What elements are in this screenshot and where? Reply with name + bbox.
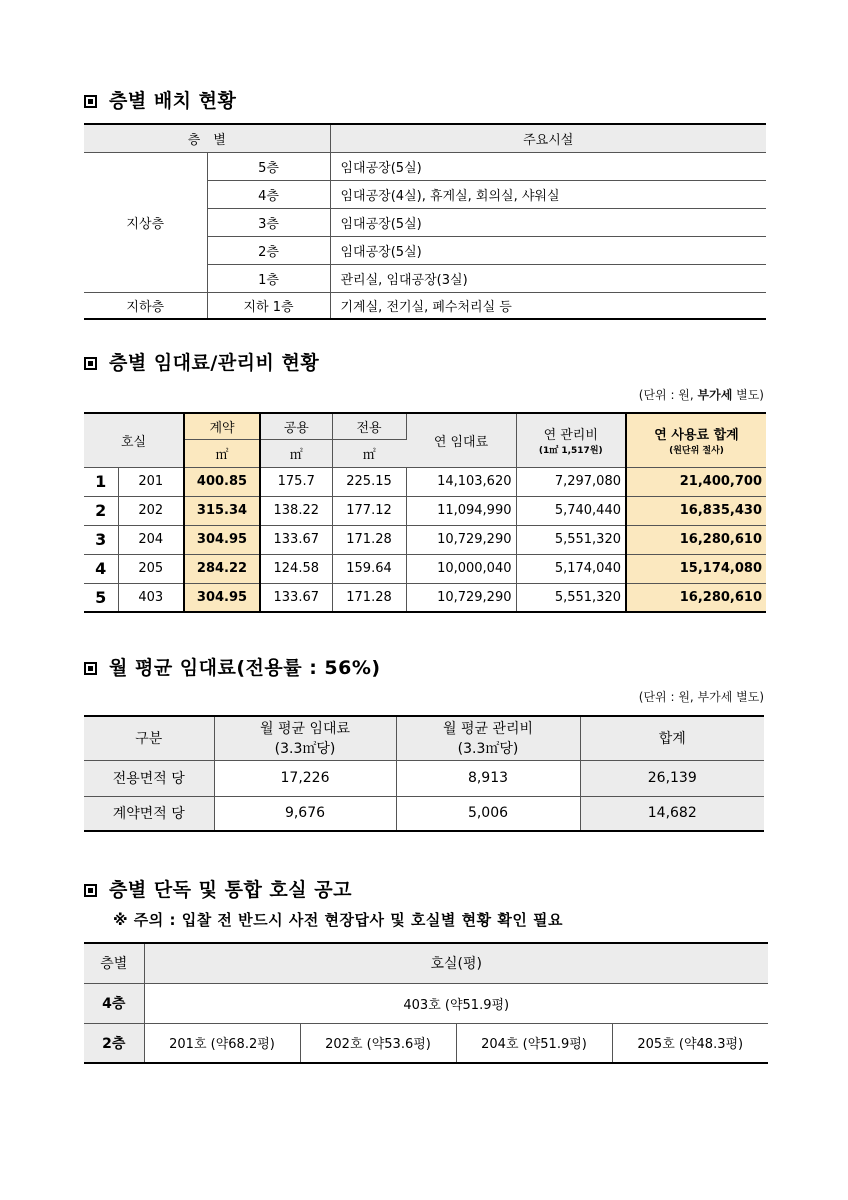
header-rooms: 호실(평) (144, 943, 768, 983)
header-annual-rent: 연 임대료 (406, 413, 516, 467)
room-cell: 403 (118, 583, 184, 612)
monthly-rent-table (84, 715, 764, 832)
room-cell: 204 (118, 525, 184, 554)
total-cell: 15,174,080 (626, 554, 766, 583)
unit-note: (단위 : 원, 부가세 별도) (638, 690, 764, 704)
rent-mgmt-table (84, 412, 766, 613)
floor-cell: 1층 (207, 264, 330, 292)
facility-cell: 임대공장(5실) (330, 152, 766, 180)
facility-cell: 기계실, 전기실, 폐수처리실 등 (330, 292, 766, 319)
total-cell: 21,400,700 (626, 467, 766, 496)
square-bullet-icon (84, 884, 97, 897)
row-index: 4 (84, 554, 118, 583)
header-category: 구분 (84, 716, 214, 760)
rent-cell: 10,729,290 (406, 525, 516, 554)
rent-cell: 14,103,620 (406, 467, 516, 496)
header-monthly-rent: 월 평균 임대료 (3.3㎡당) (214, 716, 396, 760)
table-row (84, 496, 766, 525)
total-cell: 26,139 (580, 760, 764, 796)
square-bullet-icon (84, 662, 97, 675)
total-cell: 16,280,610 (626, 583, 766, 612)
room-notice-table (84, 942, 768, 1064)
mgmt-cell: 5,740,440 (516, 496, 626, 525)
floor-cell: 2층 (207, 236, 330, 264)
room-cell: 204호 (약51.9평) (456, 1023, 612, 1063)
facility-cell: 관리실, 임대공장(3실) (330, 264, 766, 292)
common-cell: 133.67 (260, 525, 332, 554)
contract-cell: 400.85 (184, 467, 260, 496)
section-title-monthly-rent: 월 평균 임대료(전용률 : 56%) (84, 653, 381, 680)
facility-cell: 임대공장(5실) (330, 208, 766, 236)
contract-cell: 304.95 (184, 583, 260, 612)
facility-cell: 임대공장(5실) (330, 236, 766, 264)
table-row (84, 796, 764, 831)
common-cell: 124.58 (260, 554, 332, 583)
header-floor: 층별 (84, 943, 144, 983)
rent-cell: 17,226 (214, 760, 396, 796)
header-common-unit: ㎡ (260, 439, 332, 467)
section-title-room-notice: 층별 단독 및 통합 호실 공고 (84, 875, 352, 902)
contract-cell: 315.34 (184, 496, 260, 525)
room-cell: 202 (118, 496, 184, 525)
header-common: 공용 (260, 413, 332, 439)
header-room: 호실 (84, 413, 184, 467)
header-contract-unit: ㎡ (184, 439, 260, 467)
room-cell: 202호 (약53.6평) (300, 1023, 456, 1063)
row-label: 전용면적 당 (84, 760, 214, 796)
floor-cell: 3층 (207, 208, 330, 236)
total-cell: 16,280,610 (626, 525, 766, 554)
floor-label: 2층 (84, 1023, 144, 1063)
table-row (84, 983, 768, 1023)
common-cell: 133.67 (260, 583, 332, 612)
table-row (84, 583, 766, 612)
exclusive-cell: 177.12 (332, 496, 406, 525)
header-facility: 주요시설 (330, 124, 766, 152)
exclusive-cell: 171.28 (332, 583, 406, 612)
square-bullet-icon (84, 357, 97, 370)
room-cell: 403호 (약51.9평) (144, 983, 768, 1023)
rent-cell: 9,676 (214, 796, 396, 831)
floor-cell: 5층 (207, 152, 330, 180)
total-cell: 16,835,430 (626, 496, 766, 525)
header-total: 합계 (580, 716, 764, 760)
header-annual-total: 연 사용료 합계 (원단위 절사) (626, 413, 766, 467)
room-cell: 201 (118, 467, 184, 496)
header-contract: 계약 (184, 413, 260, 439)
room-cell: 201호 (약68.2평) (144, 1023, 300, 1063)
contract-cell: 304.95 (184, 525, 260, 554)
header-floor: 층 별 (84, 124, 330, 152)
row-index: 5 (84, 583, 118, 612)
header-exclusive-unit: ㎡ (332, 439, 406, 467)
header-exclusive: 전용 (332, 413, 406, 439)
floor-layout-table (84, 123, 766, 320)
rent-cell: 11,094,990 (406, 496, 516, 525)
mgmt-cell: 5,006 (396, 796, 580, 831)
exclusive-cell: 159.64 (332, 554, 406, 583)
mgmt-cell: 5,174,040 (516, 554, 626, 583)
exclusive-cell: 225.15 (332, 467, 406, 496)
room-cell: 205 (118, 554, 184, 583)
table-row (84, 467, 766, 496)
table-row (84, 760, 764, 796)
caution-note: ※ 주의 : 입찰 전 반드시 사전 현장답사 및 호실별 현황 확인 필요 (113, 911, 564, 929)
floor-cell: 4층 (207, 180, 330, 208)
table-row (84, 525, 766, 554)
unit-note: (단위 : 원, 부가세 별도) (638, 388, 764, 402)
section-title-rent-mgmt: 층별 임대료/관리비 현황 (84, 348, 319, 375)
row-index: 3 (84, 525, 118, 554)
total-cell: 14,682 (580, 796, 764, 831)
contract-cell: 284.22 (184, 554, 260, 583)
common-cell: 175.7 (260, 467, 332, 496)
rent-cell: 10,729,290 (406, 583, 516, 612)
table-row (84, 1023, 768, 1063)
facility-cell: 임대공장(4실), 휴게실, 회의실, 샤워실 (330, 180, 766, 208)
room-cell: 205호 (약48.3평) (612, 1023, 768, 1063)
row-index: 1 (84, 467, 118, 496)
header-annual-mgmt: 연 관리비 (1㎡ 1,517원) (516, 413, 626, 467)
above-ground-label: 지상층 (84, 152, 207, 292)
table-row (84, 554, 766, 583)
mgmt-cell: 8,913 (396, 760, 580, 796)
row-index: 2 (84, 496, 118, 525)
floor-label: 4층 (84, 983, 144, 1023)
row-label: 계약면적 당 (84, 796, 214, 831)
header-monthly-mgmt: 월 평균 관리비 (3.3㎡당) (396, 716, 580, 760)
floor-cell: 지하 1층 (207, 292, 330, 319)
mgmt-cell: 7,297,080 (516, 467, 626, 496)
rent-cell: 10,000,040 (406, 554, 516, 583)
common-cell: 138.22 (260, 496, 332, 525)
basement-label: 지하층 (84, 292, 207, 319)
section-title-floor-layout: 층별 배치 현황 (84, 86, 236, 113)
square-bullet-icon (84, 95, 97, 108)
exclusive-cell: 171.28 (332, 525, 406, 554)
mgmt-cell: 5,551,320 (516, 525, 626, 554)
mgmt-cell: 5,551,320 (516, 583, 626, 612)
